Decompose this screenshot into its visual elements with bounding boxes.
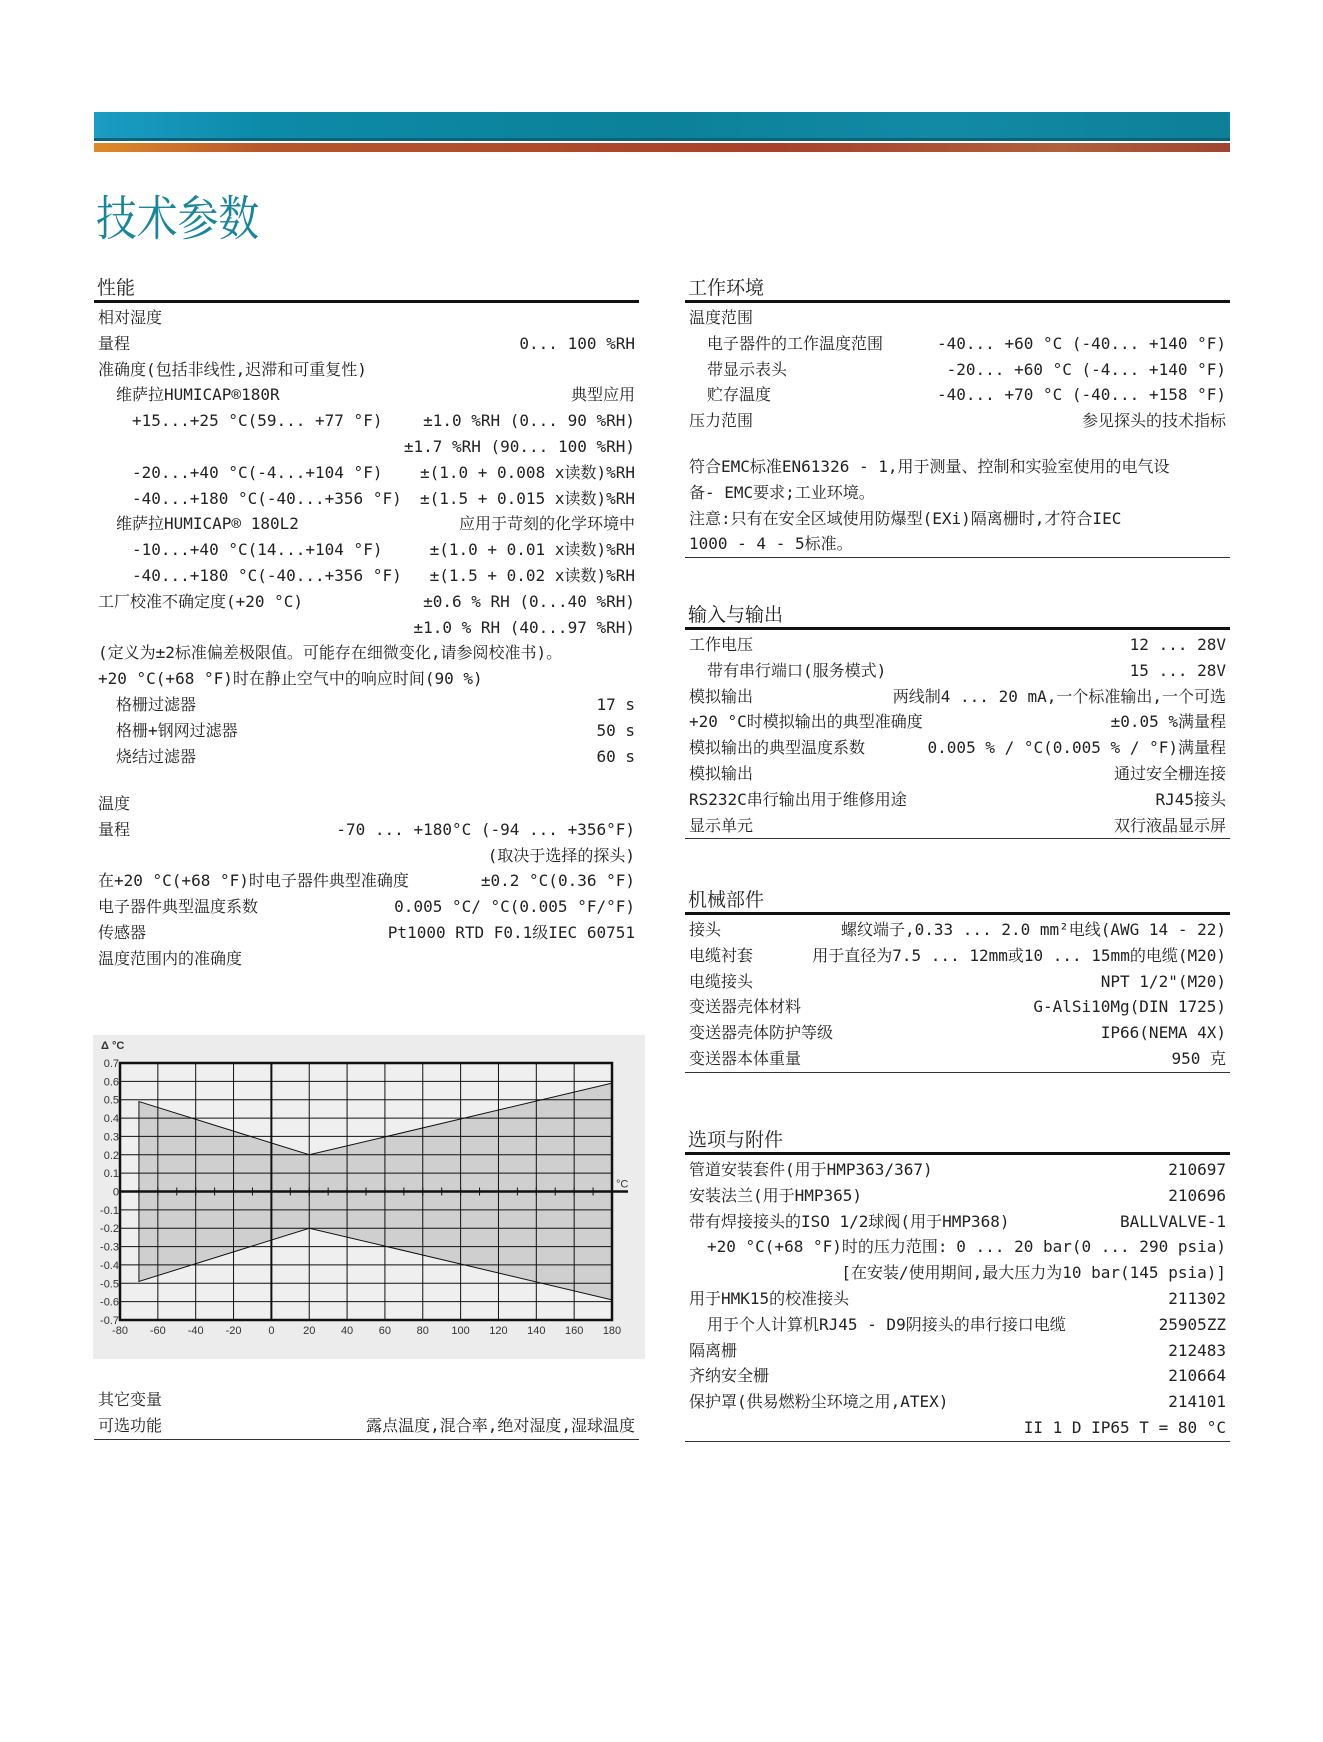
spec-row (94, 1387, 639, 1413)
spec-label: 用于个人计算机RJ45 - D9阴接头的串行接口电缆 (707, 1314, 1066, 1334)
spec-label: 量程 (98, 333, 131, 353)
spec-label: 电缆衬套 (689, 945, 754, 965)
spec-row (94, 1413, 639, 1439)
spec-value: ±(1.5 + 0.02 x读数)%RH (429, 565, 635, 585)
spec-label: -20...+40 °C(-4...+104 °F) (132, 462, 383, 482)
spec-value: (取决于选择的探头) (487, 845, 635, 865)
spec-value: 211302 (1168, 1288, 1226, 1308)
y-tick-label: -0.6 (100, 1296, 119, 1309)
spec-label: 量程 (98, 819, 131, 839)
section-divider (94, 1439, 639, 1440)
spec-row (94, 843, 639, 869)
compliance-notes (685, 454, 1230, 557)
spec-label: 维萨拉HUMICAP® 180L2 (116, 514, 299, 534)
spec-row (94, 946, 639, 972)
spec-value: IP66(NEMA 4X) (1100, 1023, 1226, 1043)
spec-value: -40... +70 °C (-40... +158 °F) (937, 385, 1226, 405)
spec-value: 214101 (1168, 1392, 1226, 1412)
spec-row (685, 1234, 1230, 1260)
spec-value: Pt1000 RTD F0.1级IEC 60751 (387, 922, 635, 942)
spec-row (685, 735, 1230, 761)
spec-row (685, 1389, 1230, 1415)
section-performance (94, 276, 639, 769)
y-tick-label: -0.5 (100, 1278, 119, 1291)
spec-label: -40...+180 °C(-40...+356 °F) (132, 488, 402, 508)
spec-row (685, 1046, 1230, 1072)
spec-label: 工厂校准不确定度(+20 °C) (98, 591, 304, 611)
x-tick-label: 0 (268, 1325, 275, 1337)
note-line: 注意:只有在安全区域使用防爆型(EXi)隔离栅时,才符合IEC (689, 508, 1122, 528)
spec-row (94, 666, 639, 692)
spec-label: 管道安装套件(用于HMP363/367) (689, 1160, 933, 1179)
x-tick-label: -20 (225, 1325, 242, 1337)
spec-label: 电子器件的工作温度范围 (707, 333, 884, 353)
spec-label: 用于HMK15的校准接头 (689, 1288, 850, 1308)
spec-label: (定义为±2标准偏差极限值。可能存在细微变化,请参阅校准书)。 (98, 643, 563, 663)
spec-label: 变送器壳体防护等级 (689, 1023, 834, 1043)
spec-label: -40...+180 °C(-40...+356 °F) (132, 565, 402, 585)
spec-value: 用于直径为7.5 ... 12mm或10 ... 15mm的电缆(M20) (812, 945, 1226, 965)
y-tick-label: 0.4 (103, 1113, 119, 1126)
section-options (685, 1128, 1230, 1442)
spec-label: 工作电压 (689, 635, 754, 654)
spec-row (685, 382, 1230, 408)
spec-label: 可选功能 (98, 1415, 163, 1435)
spec-row (94, 692, 639, 718)
spec-label: +20 °C时模拟输出的典型准确度 (689, 712, 923, 732)
spec-row (685, 331, 1230, 357)
spec-value: 12 ... 28V (1129, 635, 1226, 654)
spec-label: 维萨拉HUMICAP®180R (116, 385, 280, 405)
spec-label: 传感器 (98, 922, 147, 942)
spec-label: 烧结过滤器 (116, 746, 197, 766)
spec-label: 电缆接头 (689, 971, 754, 991)
spec-label: 齐纳安全栅 (689, 1366, 770, 1386)
section-mechanics (685, 888, 1230, 1073)
spec-value: II 1 D IP65 T = 80 °C (1023, 1417, 1226, 1437)
spec-value: 60 s (596, 746, 635, 766)
spec-label: 电子器件典型温度系数 (98, 897, 259, 917)
y-tick-label: 0.1 (103, 1168, 119, 1181)
y-tick-label: 0.3 (103, 1131, 119, 1144)
spec-value: 25905ZZ (1158, 1314, 1226, 1334)
spec-value: 应用于苛刻的化学环境中 (458, 514, 635, 534)
spec-row (685, 1286, 1230, 1312)
section-title: 工作环境 (685, 276, 1230, 303)
spec-label: 变送器壳体材料 (689, 997, 802, 1017)
spec-row (685, 1209, 1230, 1235)
spec-value: 212483 (1168, 1340, 1226, 1360)
y-tick-label: -0.1 (100, 1204, 119, 1217)
chart-svg (93, 1035, 645, 1359)
spec-value: ±1.7 %RH (90... 100 %RH) (403, 436, 635, 456)
spec-value: 50 s (596, 720, 635, 740)
spec-row (685, 969, 1230, 995)
spec-label: 安装法兰(用于HMP365) (689, 1185, 863, 1205)
temperature-accuracy-chart (93, 1035, 645, 1359)
note-line: 符合EMC标准EN61326 - 1,用于测量、控制和实验室使用的电气设 (689, 456, 1170, 476)
header-banner-accent (94, 143, 1230, 152)
spec-row (94, 868, 639, 894)
section-other-variables (94, 1387, 639, 1440)
y-tick-label: 0.7 (103, 1058, 119, 1070)
spec-value: 950 克 (1171, 1048, 1226, 1068)
spec-value: [在安装/使用期间,最大压力为10 bar(145 psia)] (841, 1263, 1226, 1283)
spec-label: 接头 (689, 920, 722, 939)
spec-row (94, 382, 639, 408)
spec-label: 准确度(包括非线性,迟滞和可重复性) (98, 359, 367, 379)
header-banner (94, 112, 1230, 138)
section-title: 选项与附件 (685, 1128, 1230, 1155)
spec-row (685, 357, 1230, 383)
spec-row (94, 615, 639, 641)
spec-label: 格栅过滤器 (116, 694, 197, 714)
spec-label: 温度 (98, 794, 131, 813)
section-title: 输入与输出 (685, 603, 1230, 630)
spec-value: ±1.0 %RH (0... 90 %RH) (423, 411, 635, 431)
spec-value: RJ45接头 (1155, 789, 1226, 809)
spec-value: ±0.2 °C(0.36 °F) (480, 871, 635, 891)
spec-row (685, 684, 1230, 710)
spec-value: 两线制4 ... 20 mA,一个标准输出,一个可选 (892, 686, 1226, 706)
section-temperature (94, 791, 639, 972)
spec-value: 210664 (1168, 1366, 1226, 1386)
section-divider (685, 1441, 1230, 1442)
spec-label: 带有焊接接头的ISO 1/2球阀(用于HMP368) (689, 1211, 1010, 1231)
spec-row (94, 408, 639, 434)
spec-row (685, 787, 1230, 813)
spec-row (94, 357, 639, 383)
page-title: 技术参数 (96, 191, 260, 247)
spec-value: 15 ... 28V (1129, 660, 1226, 680)
y-tick-label: -0.3 (100, 1241, 119, 1254)
section-title: 性能 (94, 276, 639, 303)
y-tick-label: -0.2 (100, 1223, 119, 1236)
spec-row (685, 632, 1230, 658)
spec-value: -20... +60 °C (-4... +140 °F) (946, 359, 1226, 379)
x-tick-label: -40 (187, 1325, 204, 1337)
spec-value: -40... +60 °C (-40... +140 °F) (937, 333, 1226, 353)
y-tick-label: -0.4 (100, 1259, 119, 1272)
section-environment (685, 276, 1230, 558)
y-tick-label: 0.2 (103, 1149, 119, 1162)
spec-row (685, 1415, 1230, 1441)
section-divider (685, 1072, 1230, 1073)
spec-row (685, 917, 1230, 943)
spec-row (94, 640, 639, 666)
spacer (685, 434, 1230, 454)
spec-label: -10...+40 °C(14...+104 °F) (132, 540, 383, 560)
spec-row (685, 813, 1230, 839)
x-tick-label: 160 (564, 1325, 584, 1337)
spec-label: 带显示表头 (707, 359, 788, 379)
spec-value: 露点温度,混合率,绝对湿度,湿球温度 (366, 1415, 635, 1435)
spec-value: ±1.0 % RH (40...97 %RH) (413, 617, 635, 637)
spec-row (685, 658, 1230, 684)
spec-value: ±0.05 %满量程 (1110, 712, 1226, 732)
spec-row (685, 1312, 1230, 1338)
spec-label: 格栅+钢网过滤器 (116, 720, 238, 740)
y-tick-label: 0.5 (103, 1094, 119, 1107)
x-axis-label: °C (616, 1178, 629, 1191)
y-tick-label: -0.7 (100, 1315, 119, 1327)
banner-divider (94, 138, 1230, 141)
spec-row (94, 718, 639, 744)
y-tick-label: 0.6 (103, 1076, 119, 1089)
y-tick-label: 0 (112, 1186, 119, 1199)
spec-value: 螺纹端子,0.33 ... 2.0 mm²电线(AWG 14 - 22) (841, 920, 1226, 939)
spec-label: 带有串行端口(服务模式) (707, 660, 887, 680)
spec-row (94, 563, 639, 589)
spec-label: 保护罩(供易燃粉尘环境之用,ATEX) (689, 1392, 949, 1412)
x-tick-label: 60 (378, 1325, 392, 1337)
spec-value: 0.005 % / °C(0.005 % / °F)满量程 (927, 738, 1226, 758)
spec-label: RS232C串行输出用于维修用途 (689, 789, 907, 809)
x-tick-label: 20 (303, 1325, 316, 1337)
x-tick-label: 180 (602, 1325, 622, 1337)
spec-value: 0... 100 %RH (519, 333, 635, 353)
spec-value: ±0.6 % RH (0...40 %RH) (423, 591, 635, 611)
spec-label: 在+20 °C(+68 °F)时电子器件典型准确度 (98, 871, 409, 891)
y-axis-label: Δ °C (101, 1040, 125, 1052)
spec-value: 参见探头的技术指标 (1081, 411, 1226, 431)
spec-value: ±(1.0 + 0.008 x读数)%RH (419, 462, 635, 482)
x-tick-label: 80 (416, 1325, 429, 1337)
spec-label: 贮存温度 (707, 385, 772, 405)
spec-row (685, 1260, 1230, 1286)
spec-value: 0.005 °C/ °C(0.005 °F/°F) (394, 897, 635, 917)
spec-label: +15...+25 °C(59... +77 °F) (132, 411, 383, 431)
spec-row (94, 486, 639, 512)
spec-row (685, 761, 1230, 787)
spec-value: 典型应用 (570, 385, 635, 405)
spec-row (685, 1363, 1230, 1389)
spec-label: 温度范围 (689, 308, 754, 327)
spec-value: NPT 1/2"(M20) (1100, 971, 1226, 991)
spec-value: 通过安全栅连接 (1113, 763, 1226, 783)
x-tick-label: 140 (527, 1325, 546, 1337)
x-tick-label: -80 (112, 1325, 128, 1337)
note-line: 1000 - 4 - 5标准。 (689, 534, 853, 554)
spec-row (685, 943, 1230, 969)
spec-row (94, 589, 639, 615)
x-tick-label: -60 (149, 1325, 166, 1337)
spec-label: 隔离栅 (689, 1340, 738, 1360)
spec-value: ±(1.5 + 0.015 x读数)%RH (419, 488, 635, 508)
x-tick-label: 120 (489, 1325, 508, 1337)
spec-row (94, 894, 639, 920)
spec-label: 其它变量 (98, 1390, 163, 1409)
spec-row (685, 1157, 1230, 1183)
x-tick-label: 40 (340, 1325, 354, 1337)
spec-row (94, 744, 639, 770)
spec-label: 变送器本体重量 (689, 1048, 802, 1068)
spec-row (685, 1338, 1230, 1364)
spec-row (685, 709, 1230, 735)
spec-row (94, 511, 639, 537)
spec-label: 模拟输出 (689, 763, 754, 783)
spec-label: +20 °C(+68 °F)时在静止空气中的响应时间(90 %) (98, 669, 483, 689)
spec-label: 温度范围内的准确度 (98, 948, 243, 968)
note-line: 备- EMC要求;工业环境。 (689, 482, 875, 502)
spec-row (94, 920, 639, 946)
spec-value: 17 s (596, 694, 635, 714)
spec-label: 显示单元 (689, 815, 754, 835)
spec-row (94, 305, 639, 331)
spec-value: 双行液晶显示屏 (1113, 815, 1226, 835)
section-title: 机械部件 (685, 888, 1230, 915)
section-divider (685, 557, 1230, 558)
spec-row (685, 305, 1230, 331)
section-io (685, 603, 1230, 839)
spec-label: 压力范围 (689, 411, 754, 431)
spec-value: -70 ... +180°C (-94 ... +356°F) (336, 819, 635, 839)
x-tick-label: 100 (451, 1325, 470, 1337)
spec-value: 210697 (1168, 1160, 1226, 1179)
spec-label: 模拟输出 (689, 686, 754, 706)
spec-row (685, 1183, 1230, 1209)
spec-label: 相对湿度 (98, 308, 163, 327)
spec-value: ±(1.0 + 0.01 x读数)%RH (429, 540, 635, 560)
spec-row (94, 537, 639, 563)
spec-value: 0 ... 20 bar(0 ... 290 psia) (956, 1237, 1226, 1257)
spec-value: BALLVALVE-1 (1120, 1211, 1226, 1231)
spec-row (685, 994, 1230, 1020)
spec-value: G-AlSi10Mg(DIN 1725) (1033, 997, 1226, 1017)
spec-row (94, 434, 639, 460)
spec-label: 模拟输出的典型温度系数 (689, 738, 866, 758)
spec-label: +20 °C(+68 °F)时的压力范围: (707, 1237, 948, 1257)
spec-value: 210696 (1168, 1185, 1226, 1205)
section-divider (685, 838, 1230, 839)
spec-row (685, 408, 1230, 434)
spec-row (94, 460, 639, 486)
spec-row (94, 331, 639, 357)
spec-row (94, 817, 639, 843)
spec-row (685, 1020, 1230, 1046)
spec-row (94, 791, 639, 817)
